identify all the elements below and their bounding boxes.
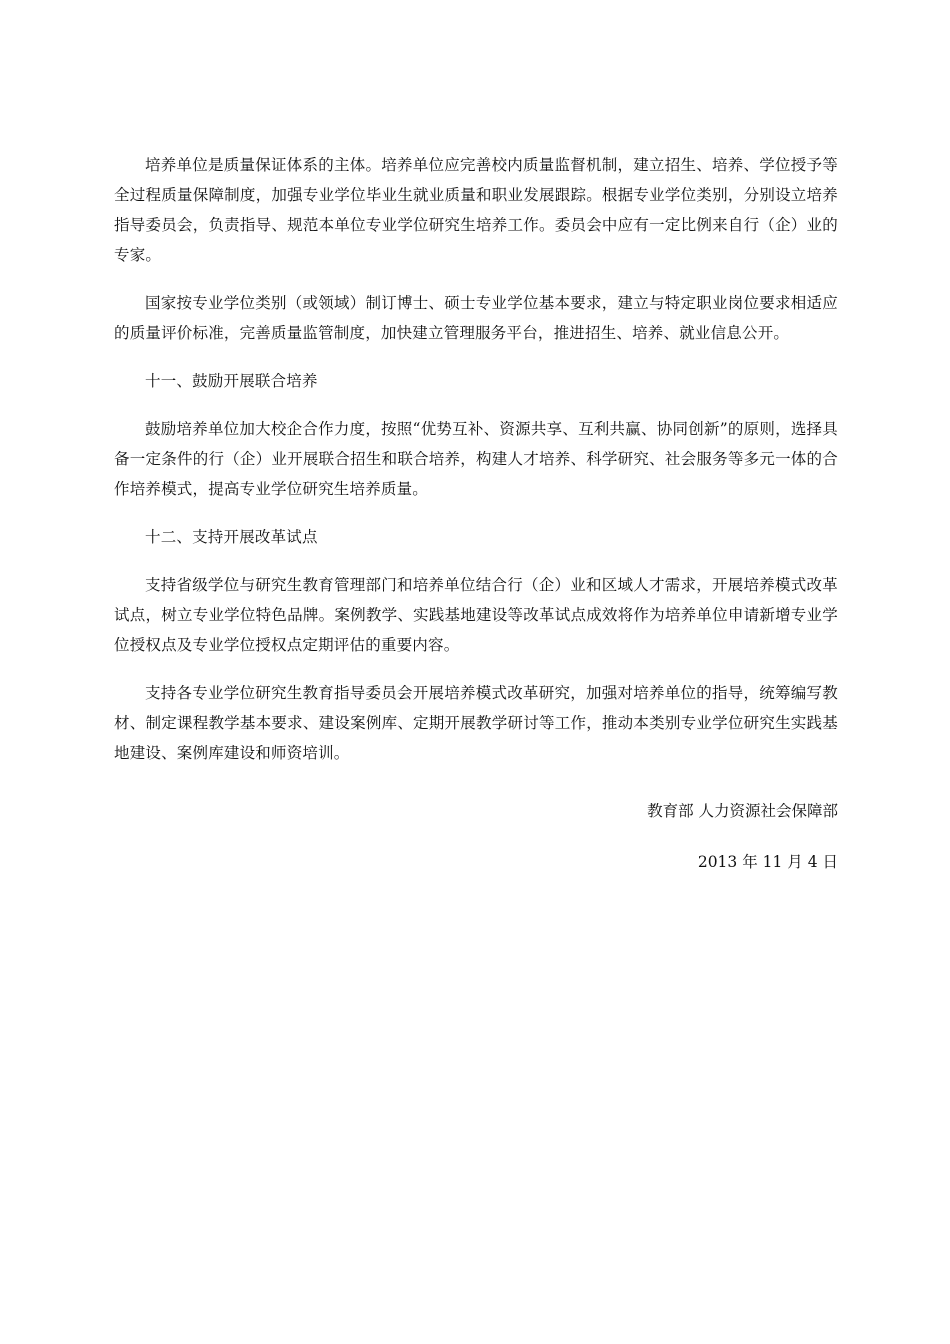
section-12-heading: 十二、支持开展改革试点 [145, 528, 318, 546]
signature-organizations: 教育部 人力资源社会保障部 [647, 802, 838, 820]
section-12-body-1: 支持省级学位与研究生教育管理部门和培养单位结合行（企）业和区域人才需求，开展培养模式改革试点，树立专业学位特色品牌。案例教学、实践基地建设等改革试点成效将作为培养单位申请新增专业学位授权点及专业学位授权点定期评估的重要内容。 [114, 576, 838, 654]
paragraph-quality-assurance: 培养单位是质量保证体系的主体。培养单位应完善校内质量监督机制，建立招生、培养、学位授予等全过程质量保障制度，加强专业学位毕业生就业质量和职业发展跟踪。根据专业学位类别，分别设立培养指导委员会，负责指导、规范本单位专业学位研究生培养工作。委员会中应有一定比例来自行（企）业的专家。 [114, 156, 838, 264]
document-body [114, 150, 838, 786]
paragraph-national-standards: 国家按专业学位类别（或领域）制订博士、硕士专业学位基本要求，建立与特定职业岗位要求相适应的质量评价标准，完善质量监管制度，加快建立管理服务平台，推进招生、培养、就业信息公开。 [114, 294, 838, 342]
section-12-body-2: 支持各专业学位研究生教育指导委员会开展培养模式改革研究，加强对培养单位的指导，统筹编写教材、制定课程教学基本要求、建设案例库、定期开展教学研讨等工作，推动本类别专业学位研究生实践基地建设、案例库建设和师资培训。 [114, 684, 838, 762]
signature-date: 2013 年 11 月 4 日 [697, 853, 838, 871]
section-11-heading: 十一、鼓励开展联合培养 [145, 372, 318, 390]
section-11-body: 鼓励培养单位加大校企合作力度，按照“优势互补、资源共享、互利共赢、协同创新”的原则，选择具备一定条件的行（企）业开展联合招生和联合培养，构建人才培养、科学研究、社会服务等多元一体的合作培养模式，提高专业学位研究生培养质量。 [114, 420, 838, 498]
